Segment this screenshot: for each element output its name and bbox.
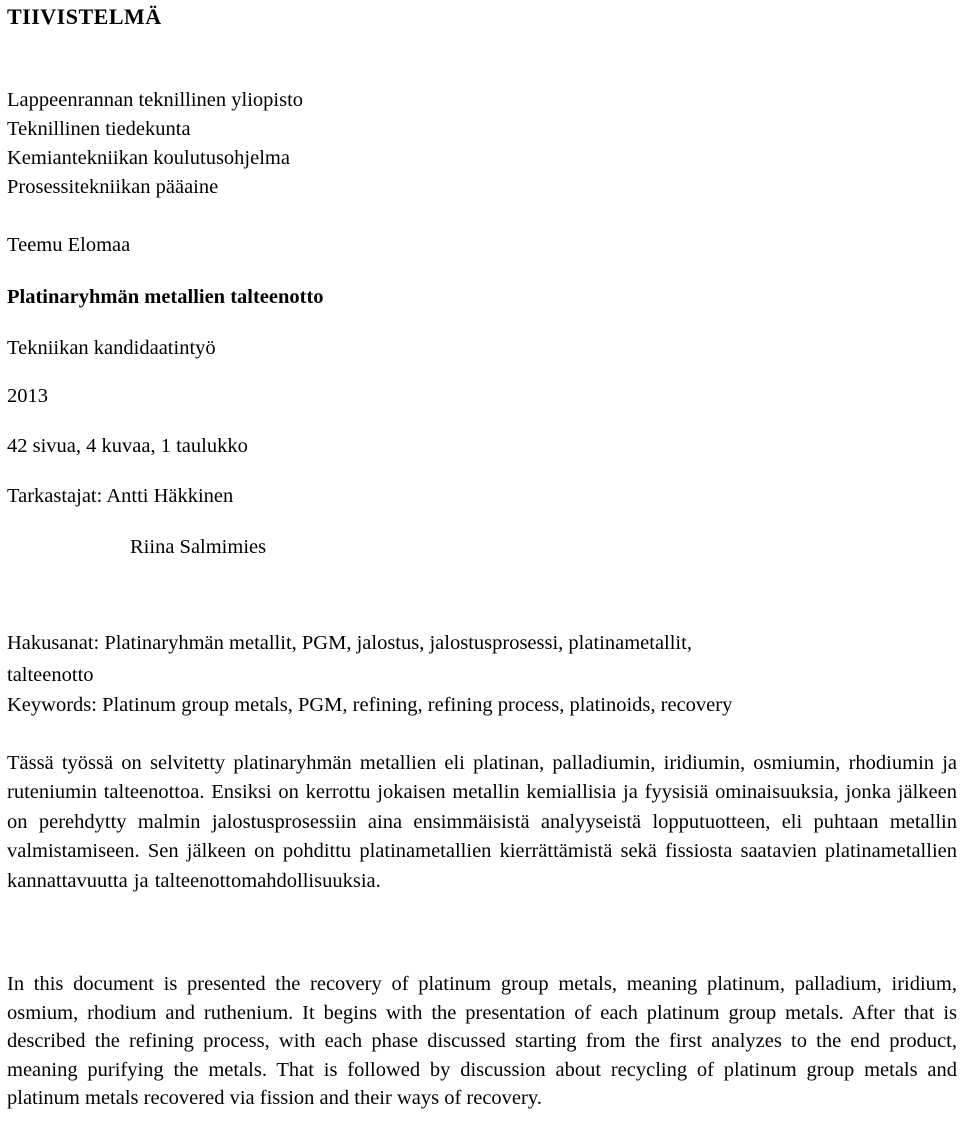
thesis-type: Tekniikan kandidaatintyö: [7, 337, 216, 359]
hakusanat-line-1: Hakusanat: Platinaryhmän metallit, PGM, jalostus, jalostusprosessi, platinametallit,: [7, 632, 692, 654]
examiners: Tarkastajat: Antti Häkkinen: [7, 485, 234, 507]
year: 2013: [7, 385, 48, 407]
hakusanat-line-2: talteenotto: [7, 664, 94, 686]
page-heading: TIIVISTELMÄ: [7, 4, 162, 29]
keywords: Keywords: Platinum group metals, PGM, refining, refining process, platinoids, recovery: [7, 694, 733, 716]
abstract-english: In this document is presented the recovery of platinum group metals, meaning platinum, palladium, iridium, osmium, rhodium and ruthenium. It begins with the presentation of each platinum group metals. After that is described the refining process, with each phase discussed starting from the first analyzes to the end product, meaning purifying the metals. That is followed by discussion about recycling of platinum group metals and platinum metals recovered via fission and their ways of recovery.: [7, 973, 957, 1110]
abstract-finnish: Tässä työssä on selvitetty platinaryhmän metallien eli platinan, palladiumin, iridiumin, osmiumin, rhodiumin ja ruteniumin talteenottoa. Ensiksi on kerrottu jokaisen metallin kemiallisia ja fyysisiä ominaisuuksia, jonka jälkeen on perehdytty malmin jalostusprosessiin aina ensimmäisistä analyyseistä lopputuotteen, eli puhtaan metallin valmistamiseen. Sen jälkeen on pohdittu platinametallien kierrättämistä sekä fissiosta saatavien platinametallien kannattavuutta ja talteenottomahdollisuuksia.: [7, 752, 957, 892]
extent: 42 sivua, 4 kuvaa, 1 taulukko: [7, 435, 248, 457]
faculty: Teknillinen tiedekunta: [7, 118, 191, 140]
degree-programme: Kemiantekniikan koulutusohjelma: [7, 147, 290, 169]
thesis-title: Platinaryhmän metallien talteenotto: [7, 286, 324, 308]
major: Prosessitekniikan pääaine: [7, 176, 219, 198]
author: Teemu Elomaa: [7, 234, 131, 256]
university: Lappeenrannan teknillinen yliopisto: [7, 89, 304, 111]
examiner-2: Riina Salmimies: [130, 536, 267, 558]
